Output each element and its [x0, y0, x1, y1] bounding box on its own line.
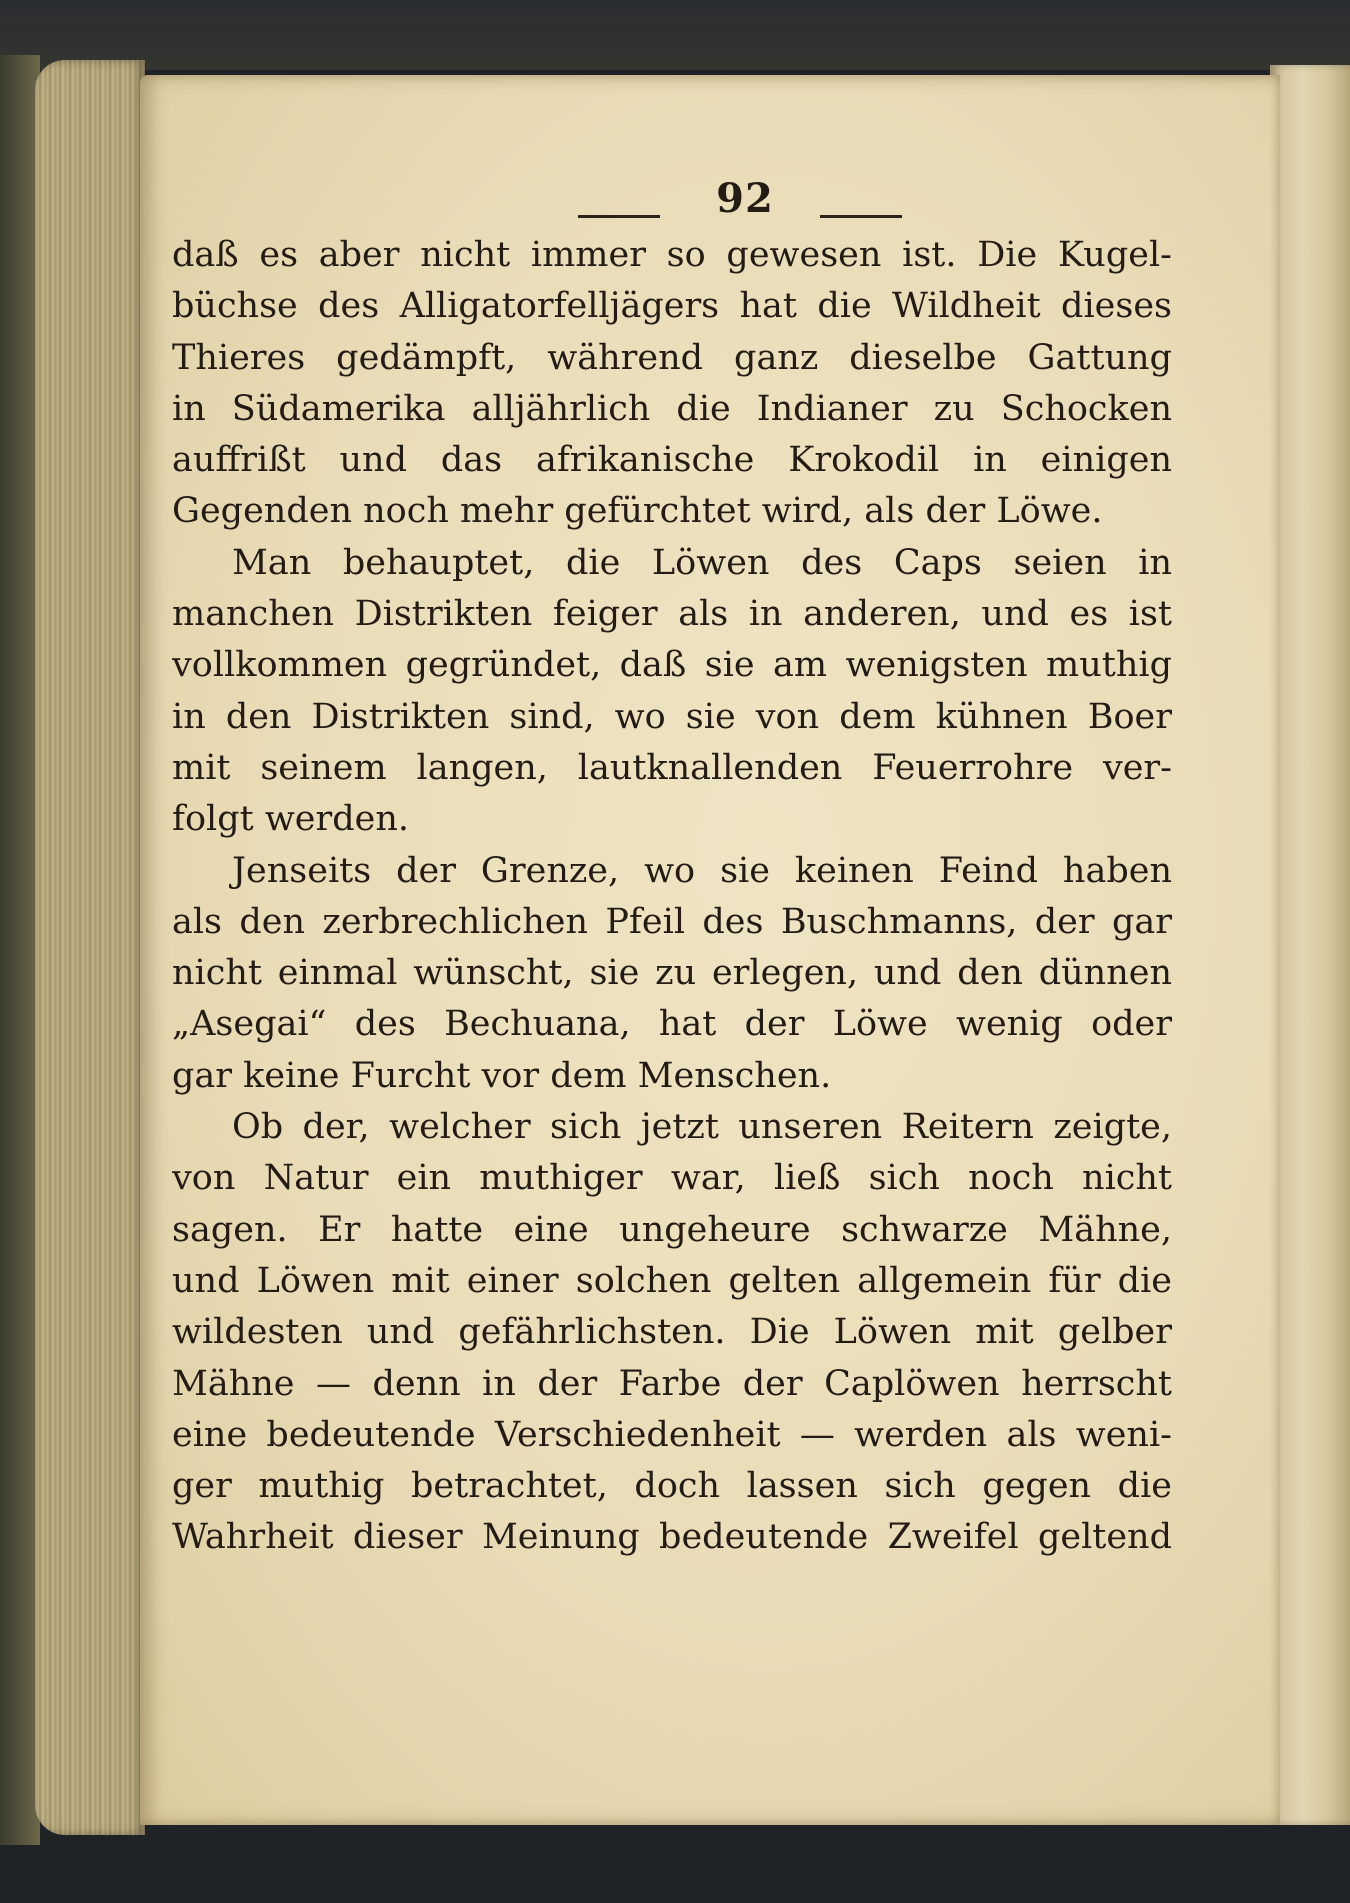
text-line: folgt werden. — [172, 799, 410, 840]
text-line: in Südamerika alljährlich die Indianer zu Schocken — [172, 388, 1172, 429]
text-line: auffrißt und das afrikanische Krokodil in einigen — [172, 440, 1172, 481]
text-line: von Natur ein muthiger war, ließ sich noch nicht — [172, 1158, 1172, 1199]
text-line: wildesten und gefährlichsten. Die Löwen mit gelber — [172, 1312, 1172, 1353]
text-line: nicht einmal wünscht, sie zu erlegen, und den dünnen — [172, 953, 1172, 994]
text-line: mit seinem langen, lautknallenden Feuerrohre ver- — [172, 747, 1172, 788]
header-rule-right — [820, 215, 902, 218]
body-text — [172, 230, 1172, 1564]
text-line: Mähne — denn in der Farbe der Caplöwen herrscht — [172, 1363, 1172, 1404]
text-line: Wahrheit dieser Meinung bedeutende Zweifel geltend — [172, 1517, 1172, 1558]
text-line: Man behauptet, die Löwen des Caps seien in — [232, 542, 1172, 583]
text-line: Thieres gedämpft, während ganz dieselbe Gattung — [172, 337, 1172, 378]
background-top — [0, 0, 1350, 70]
text-line: daß es aber nicht immer so gewesen ist. Die Kugel- — [172, 235, 1172, 275]
text-line: büchse des Alligatorfelljägers hat die Wildheit dieses — [172, 286, 1172, 327]
header-rule-left — [578, 215, 660, 218]
background-bottom — [0, 1830, 1350, 1903]
text-line: Jenseits der Grenze, wo sie keinen Feind haben — [232, 850, 1172, 891]
text-line: Ob der, welcher sich jetzt unseren Reitern zeigte, — [232, 1107, 1172, 1148]
text-line: und Löwen mit einer solchen gelten allgemein für die — [172, 1260, 1172, 1301]
text-line: Gegenden noch mehr gefürchtet wird, als der Löwe. — [172, 491, 1103, 532]
book-cover-edge — [0, 55, 40, 1845]
text-line: in den Distrikten sind, wo sie von dem kühnen Boer — [172, 696, 1172, 737]
text-line: gar keine Furcht vor dem Menschen. — [172, 1055, 832, 1096]
text-line: als den zerbrechlichen Pfeil des Buschmanns, der gar — [172, 901, 1172, 942]
page-stack-edges — [35, 60, 145, 1835]
text-line: eine bedeutende Verschiedenheit — werden als weni- — [172, 1414, 1172, 1455]
page-number: 92 — [716, 175, 774, 222]
text-line: manchen Distrikten feiger als in anderen, und es ist — [172, 594, 1172, 635]
text-line: ger muthig betrachtet, doch lassen sich gegen die — [172, 1466, 1172, 1507]
text-line: vollkommen gegründet, daß sie am wenigsten muthig — [172, 645, 1172, 686]
text-line: „Asegai“ des Bechuana, hat der Löwe wenig oder — [172, 1004, 1172, 1045]
text-line: sagen. Er hatte eine ungeheure schwarze Mähne, — [172, 1209, 1172, 1250]
facing-page-edge — [1270, 65, 1350, 1825]
